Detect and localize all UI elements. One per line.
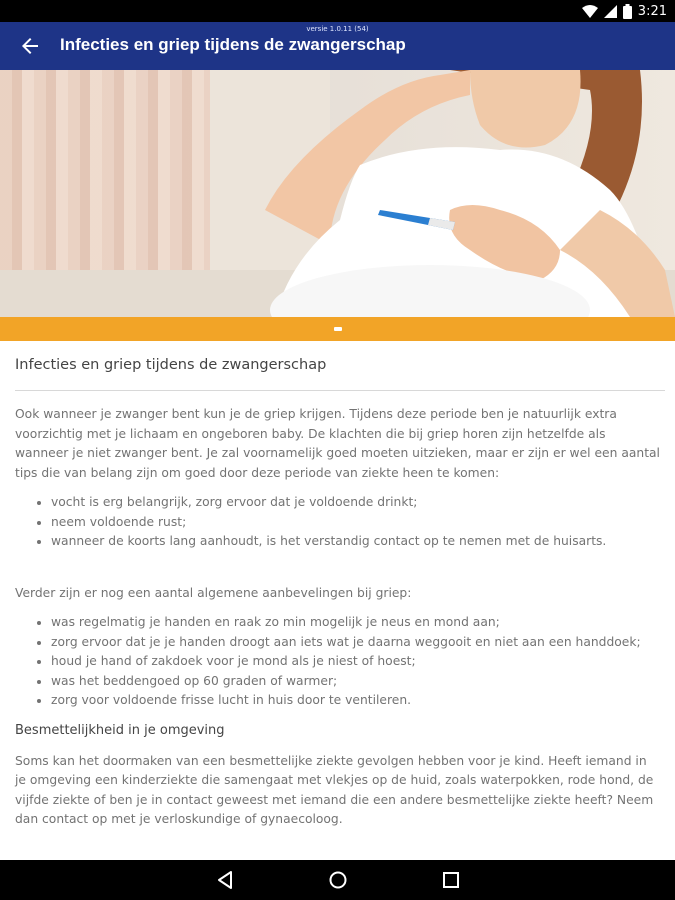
divider xyxy=(15,390,665,391)
image-pager[interactable] xyxy=(0,317,675,341)
section-subheading: Besmettelijkheid in je omgeving xyxy=(15,722,225,738)
list-item: • vocht is erg belangrijk, zorg ervoor dat je voldoende drinkt; xyxy=(51,493,660,513)
list-item: • zorg voor voldoende frisse lucht in huis door te ventileren. xyxy=(51,691,660,711)
list-item: • was regelmatig je handen en raak zo min mogelijk je neus en mond aan; xyxy=(51,613,660,633)
list-item: • houd je hand of zakdoek voor je mond als je niest of hoest; xyxy=(51,652,660,672)
list-item: • was het beddengoed op 60 graden of warmer; xyxy=(51,672,660,692)
list-item: • wanneer de koorts lang aanhoudt, is het verstandig contact op te nemen met de huisarts. xyxy=(51,532,660,552)
article-content xyxy=(15,341,660,830)
status-bar xyxy=(0,0,675,22)
intro-paragraph: Ook wanneer je zwanger bent kun je de griep krijgen. Tijdens deze periode ben je natuurlijk extra voorzichtig met je lichaam en ongeboren baby. De klachten die bij griep horen zijn hetzelfde als wanneer je niet zwanger bent. Je zal voornamelijk goed moeten uitzieken, maar er zijn er wel een aantal tips die van belang zijn om goed door deze periode van ziekte heen te komen: xyxy=(15,407,660,480)
battery-icon xyxy=(623,4,632,19)
tips-list xyxy=(15,493,660,552)
back-arrow-icon[interactable] xyxy=(18,34,42,58)
page-title: Infecties en griep tijdens de zwangerschap xyxy=(60,35,406,54)
recents-nav-icon[interactable] xyxy=(441,870,461,890)
back-nav-icon[interactable] xyxy=(215,870,235,890)
home-nav-icon[interactable] xyxy=(328,870,348,890)
list-item: • neem voldoende rust; xyxy=(51,513,660,533)
general-intro-paragraph: Verder zijn er nog een aantal algemene aanbevelingen bij griep: xyxy=(15,585,412,600)
list-item: • zorg ervoor dat je je handen droogt aan iets wat je daarna weggooit en niet aan een handdoek; xyxy=(51,633,660,653)
pager-dot-active xyxy=(334,327,342,331)
status-icons xyxy=(582,3,667,19)
status-time: 3:21 xyxy=(637,3,667,19)
contagion-paragraph: Soms kan het doormaken van een besmettelijke ziekte gevolgen hebben voor je kind. Heeft iemand in je omgeving een kinderziekte die samengaat met vlekjes op de huid, zoals waterpokken, rode hond, de vijfde ziekte of ben je in contact geweest met iemand die een andere besmettelijke ziekte heeft? Neem dan contact op met je verloskundige of gynaecoloog. xyxy=(15,753,654,826)
article-heading: Infecties en griep tijdens de zwangerschap xyxy=(15,357,327,373)
app-version: versie 1.0.11 (54) xyxy=(306,25,369,33)
system-nav-bar xyxy=(0,860,675,900)
hero-image[interactable] xyxy=(0,70,675,317)
wifi-icon xyxy=(582,5,598,18)
app-bar xyxy=(0,22,675,70)
signal-icon xyxy=(604,5,617,18)
pregnant-woman-photo xyxy=(0,70,675,317)
recommendations-list xyxy=(15,613,660,711)
